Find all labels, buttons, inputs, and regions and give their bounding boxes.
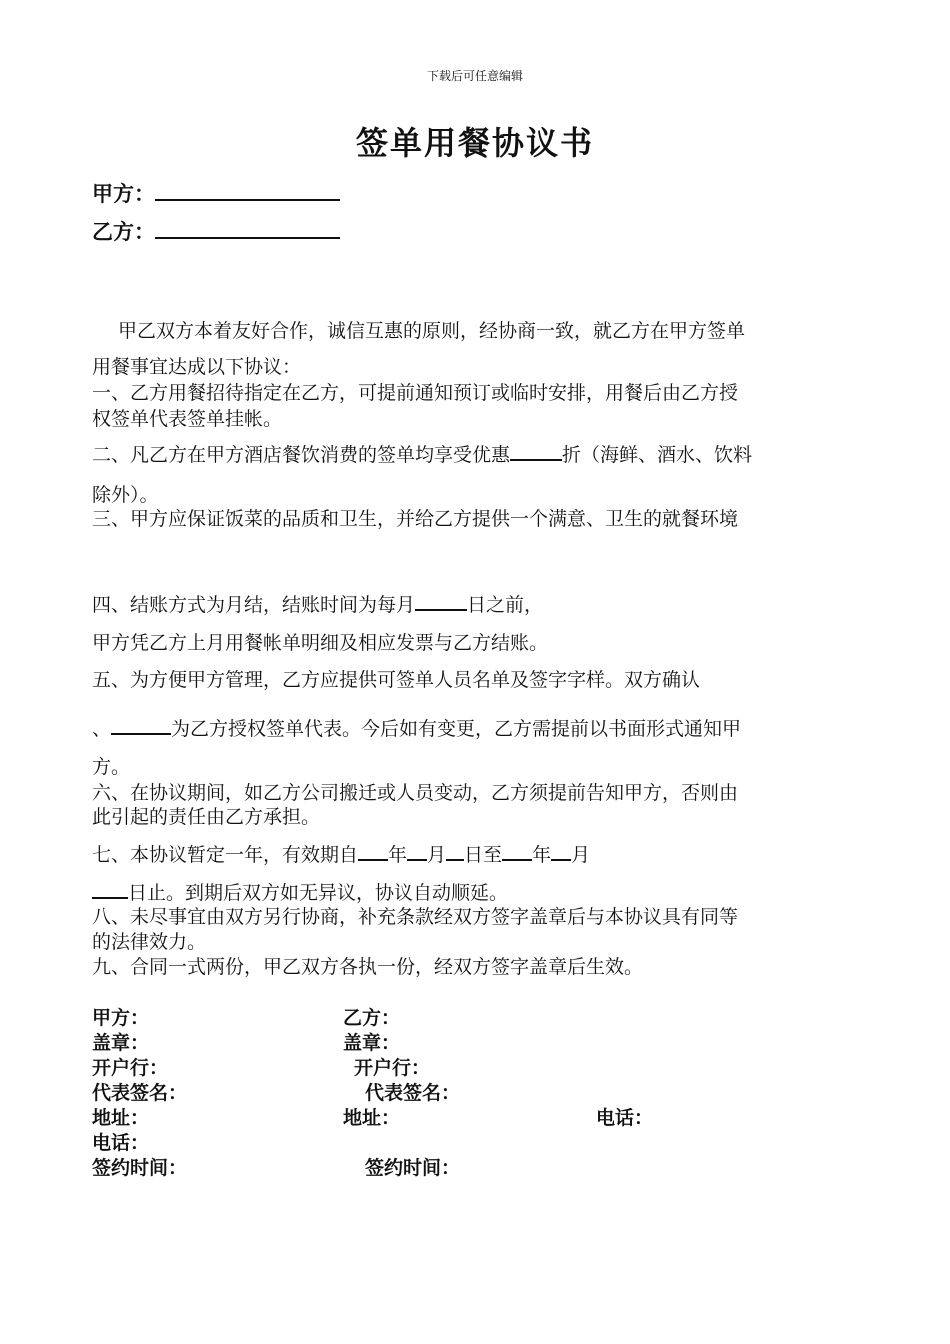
party-a-blank [155,179,340,201]
clause-6-line-1: 六、在协议期间，如乙方公司搬迁或人员变动，乙方须提前告知甲方，否则由 [92,782,739,804]
clause-7-line-2 [92,878,508,905]
sign-rep-b: 代表签名： [365,1082,461,1104]
clause-5-line-2 [92,714,741,741]
clause-8-line-1: 八、未尽事宜由双方另行协商，补充条款经双方签字盖章后与本协议具有同等 [92,906,739,928]
header-note: 下载后可任意编辑 [426,69,523,83]
party-a-label: 甲方： [92,182,155,206]
clause-2-line-1 [92,440,752,467]
end-year-blank [502,841,532,861]
sign-bank-b: 开户行： [354,1057,431,1079]
end-month-blank [551,841,571,861]
clause-5-line-1: 五、为方便甲方管理，乙方应提供可签单人员名单及签字字样。双方确认 [92,669,701,691]
clause-3-line-1: 三、甲方应保证饭菜的品质和卫生，并给乙方提供一个满意、卫生的就餐环境 [92,508,739,530]
clause-7-text-a: 七、本协议暂定一年，有效期自 [92,844,359,866]
sign-phone-b: 电话： [596,1107,654,1129]
party-b-blank [155,217,340,239]
clause-8-line-2: 的法律效力。 [92,931,207,953]
clause-5-line-3: 方。 [92,756,131,778]
clause-7-year-a: 年 [388,844,408,866]
sign-seal-b: 盖章： [343,1032,401,1054]
sign-party-a: 甲方： [92,1007,150,1029]
intro-line-1: 甲乙双方本着友好合作，诚信互惠的原则，经协商一致，就乙方在甲方签单 [118,320,746,342]
sign-date-a: 签约时间： [92,1157,188,1179]
party-b-line [92,216,340,246]
representative-blank [111,715,171,735]
sign-address-a: 地址： [92,1107,150,1129]
sign-party-b: 乙方： [343,1007,401,1029]
intro-line-2: 用餐事宜达成以下协议： [92,356,302,378]
settlement-day-blank [415,591,467,611]
sign-rep-a: 代表签名： [92,1082,188,1104]
clause-2-text-b: 折（海鲜、酒水、饮料 [562,444,753,466]
party-b-label: 乙方： [92,220,155,244]
clause-4-text-a: 四、结账方式为月结，结账时间为每月 [92,594,416,616]
sign-address-b: 地址： [343,1107,401,1129]
clause-4-line-1 [92,590,543,617]
clause-1-line-1: 一、乙方用餐招待指定在乙方，可提前通知预订或临时安排，用餐后由乙方授 [92,382,739,404]
clause-7-month-b: 月 [571,844,591,866]
clause-7-day-to: 日至 [464,844,503,866]
clause-6-line-2: 此引起的责任由乙方承担。 [92,806,321,828]
clause-1-line-2: 权签单代表签单挂帐。 [92,408,283,430]
end-day-blank [92,879,128,899]
sign-bank-a: 开户行： [92,1057,169,1079]
start-day-blank [446,841,464,861]
clause-4-text-b: 日之前， [467,594,544,616]
start-year-blank [358,841,388,861]
clause-7-line-1 [92,840,590,867]
clause-5-text-a: 、 [92,718,112,740]
document-title: 签单用餐协议书 [355,124,594,162]
clause-7-year-b: 年 [532,844,552,866]
clause-9-line-1: 九、合同一式两份，甲乙双方各执一份，经双方签字盖章后生效。 [92,956,644,978]
clause-2-text-a: 二、凡乙方在甲方酒店餐饮消费的签单均享受优惠 [92,444,511,466]
clause-5-text-b: 为乙方授权签单代表。今后如有变更，乙方需提前以书面形式通知甲 [171,718,742,740]
clause-4-line-2: 甲方凭乙方上月用餐帐单明细及相应发票与乙方结账。 [92,632,549,654]
sign-phone-a: 电话： [92,1132,150,1154]
party-a-line [92,178,340,208]
clause-2-line-2: 除外）。 [92,484,159,506]
clause-7-text-end: 日止。到期后双方如无异议，协议自动顺延。 [128,882,509,904]
sign-seal-a: 盖章： [92,1032,150,1054]
clause-7-month-a: 月 [427,844,447,866]
discount-blank [510,441,562,461]
start-month-blank [407,841,427,861]
sign-date-b: 签约时间： [365,1157,461,1179]
